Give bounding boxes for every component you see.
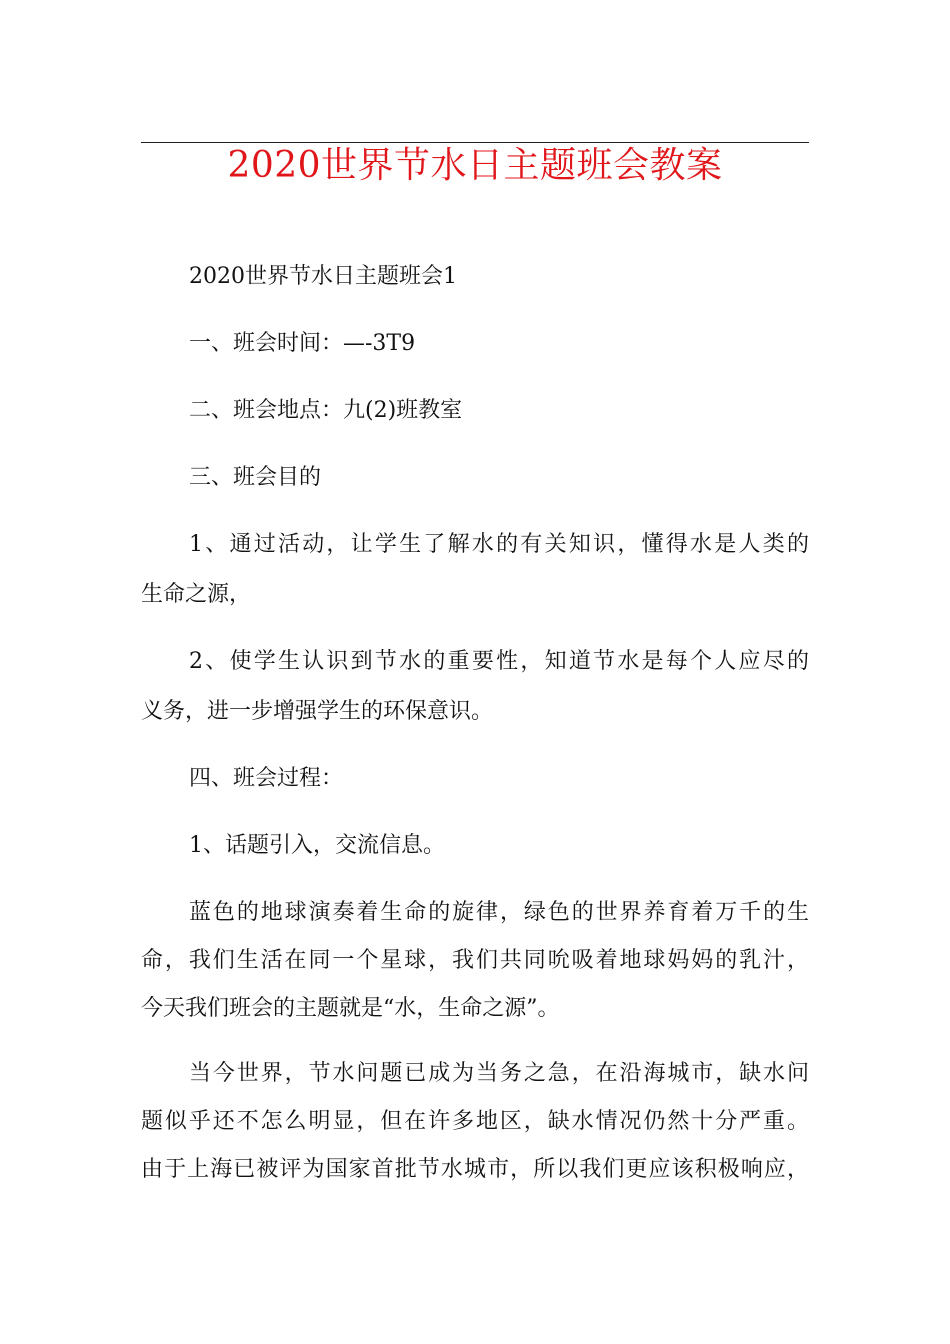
text-line: 命，我们生活在同一个星球，我们共同吮吸着地球妈妈的乳汁， bbox=[141, 948, 809, 973]
document-body bbox=[141, 252, 809, 1210]
meeting-process-heading: 四、班会过程： bbox=[189, 766, 344, 791]
text-line: 今天我们班会的主题就是“水，生命之源”。 bbox=[141, 996, 560, 1021]
process-step-1: 1、话题引入，交流信息。 bbox=[189, 833, 445, 858]
purpose-item-2 bbox=[141, 637, 809, 737]
text-line: 题似乎还不怎么明显，但在许多地区，缺水情况仍然十分严重。 bbox=[141, 1109, 809, 1134]
text-line: 2、使学生认识到节水的重要性，知道节水是每个人应尽的 bbox=[189, 649, 809, 674]
text-line: 1、通过活动，让学生了解水的有关知识，懂得水是人类的 bbox=[189, 532, 809, 557]
meeting-place: 二、班会地点：九(2)班教室 bbox=[189, 398, 463, 423]
text-line: 蓝色的地球演奏着生命的旋律，绿色的世界养育着万千的生 bbox=[189, 900, 809, 925]
text-line: 当今世界，节水问题已成为当务之急，在沿海城市，缺水问 bbox=[189, 1061, 809, 1086]
body-paragraph-1 bbox=[141, 888, 809, 1032]
purpose-item-1 bbox=[141, 520, 809, 620]
text-line: 由于上海已被评为国家首批节水城市，所以我们更应该积极响应， bbox=[141, 1157, 809, 1182]
meeting-time: 一、班会时间：—-3T9 bbox=[189, 331, 416, 356]
text-line: 生命之源， bbox=[141, 582, 252, 607]
page-title: 2020世界节水日主题班会教案 bbox=[227, 145, 723, 186]
meeting-purpose-heading: 三、班会目的 bbox=[189, 465, 322, 490]
section-heading: 2020世界节水日主题班会1 bbox=[189, 264, 457, 289]
text-line: 义务，进一步增强学生的环保意识。 bbox=[141, 699, 494, 724]
body-paragraph-2 bbox=[141, 1049, 809, 1193]
